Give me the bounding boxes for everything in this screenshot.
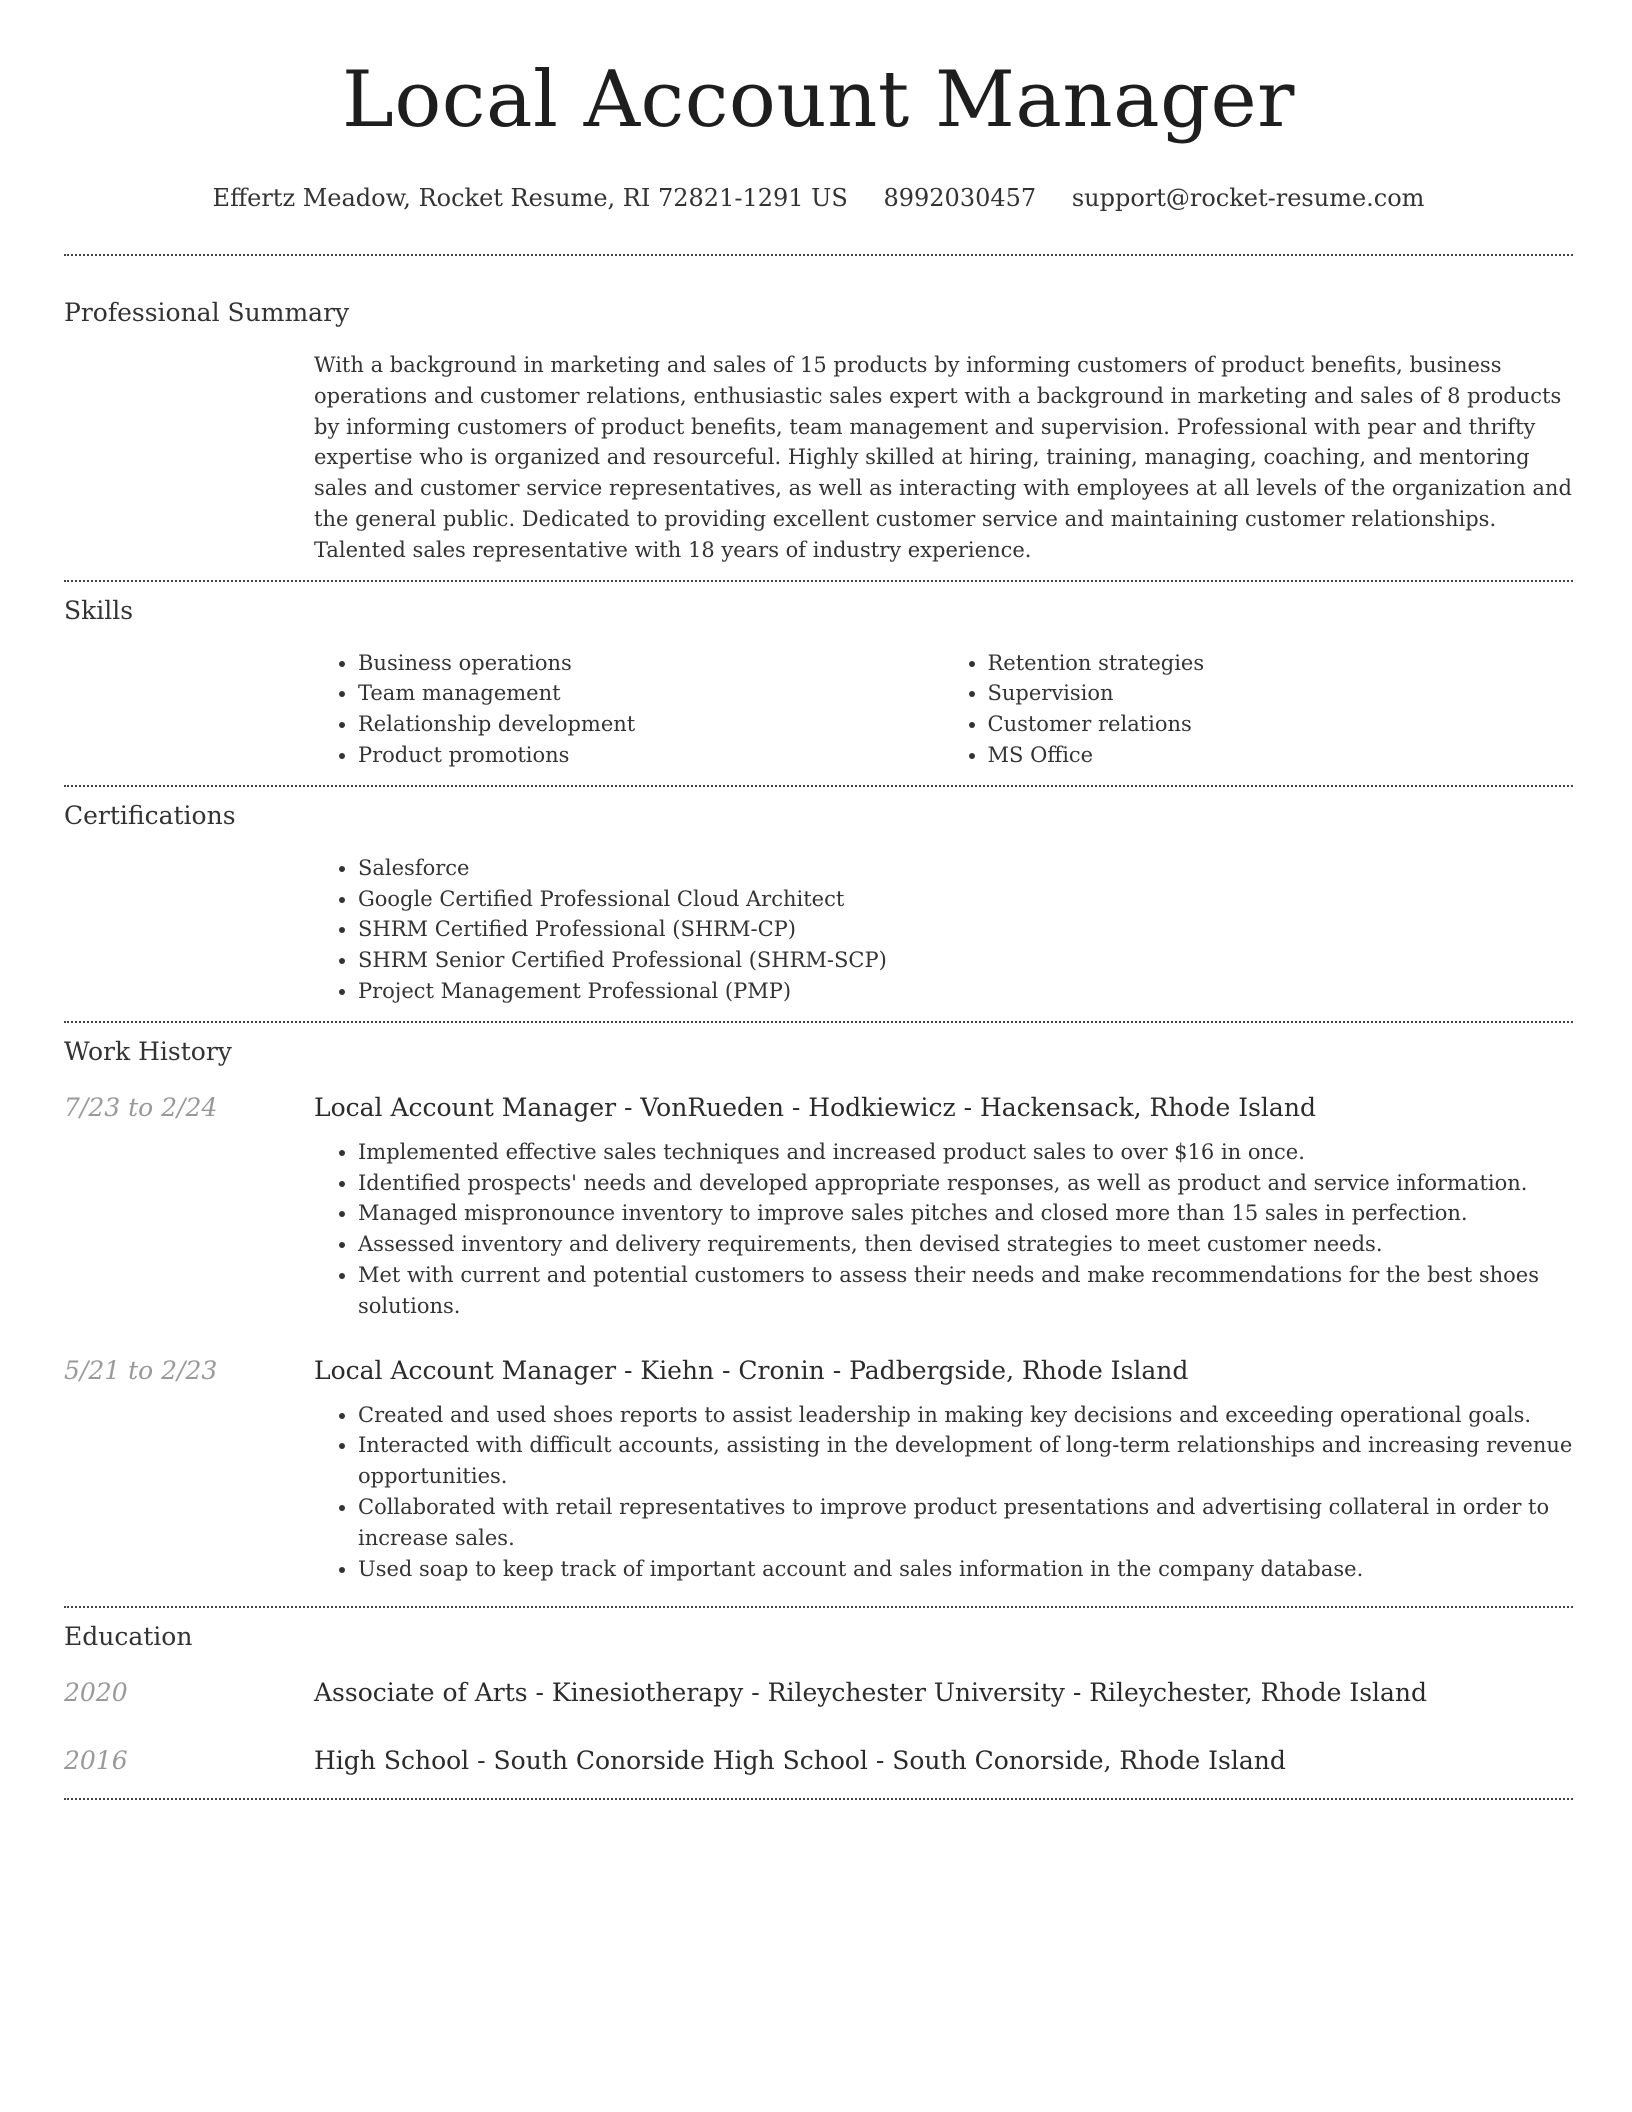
divider: [64, 1798, 1573, 1800]
education-year: 2016: [64, 1746, 128, 1776]
skills-column-left: [314, 648, 944, 771]
section-title-certifications: Certifications: [64, 800, 236, 830]
job-bullet: • Created and used shoes reports to assist leadership in making key decisions and exceeding operational goals.: [358, 1400, 1573, 1431]
address: Effertz Meadow, Rocket Resume, RI 72821-1291 US: [212, 184, 848, 212]
summary-text: With a background in marketing and sales of 15 products by informing customers of product benefits, business operations and customer relations, enthusiastic sales expert with a background in marketing and sales of 8 products by informing customers of product benefits, team management and supervision. Professional with pear and thrifty expertise who is organized and resourceful. Highly skilled at hiring, training, managing, coaching, and mentoring sales and customer service representatives, as well as interacting with employees at all levels of the organization and the general public. Dedicated to providing excellent customer service and maintaining customer relationships. Talented sales representative with 18 years of industry experience.: [314, 353, 1572, 562]
job-bullet: • Identified prospects' needs and developed appropriate responses, as well as product and service information.: [358, 1168, 1573, 1199]
certification-item: • SHRM Senior Certified Professional (SHRM-SCP): [358, 945, 1573, 976]
skills-section: [64, 594, 1573, 771]
education-entry: [64, 1676, 1573, 1710]
certifications-section: [64, 799, 1573, 1007]
education-degree: Associate of Arts - Kinesiotherapy - Rileychester University - Rileychester, Rhode Island: [314, 1678, 1428, 1708]
certification-item: • SHRM Certified Professional (SHRM-CP): [358, 914, 1573, 945]
education-entry: [64, 1744, 1573, 1778]
certification-item: • Project Management Professional (PMP): [358, 976, 1573, 1007]
work-history-section: [64, 1035, 1573, 1585]
divider: [64, 785, 1573, 787]
education-year: 2020: [64, 1678, 128, 1708]
job-bullet: • Met with current and potential customers to assess their needs and make recommendations for the best shoes solutions.: [358, 1260, 1573, 1322]
job-bullet: • Implemented effective sales techniques and increased product sales to over $16 in once.: [358, 1137, 1573, 1168]
skill-item: • Supervision: [988, 678, 1574, 709]
phone: 8992030457: [883, 184, 1037, 212]
divider: [64, 1606, 1573, 1608]
divider: [64, 254, 1573, 256]
certifications-list: [314, 853, 1573, 1007]
skill-item: • Business operations: [358, 648, 944, 679]
job-bullets: [314, 1137, 1573, 1322]
divider: [64, 1021, 1573, 1023]
section-title-skills: Skills: [64, 595, 134, 625]
skill-item: • Relationship development: [358, 709, 944, 740]
job-bullet: • Used soap to keep track of important account and sales information in the company database.: [358, 1554, 1573, 1585]
skills-column-right: [944, 648, 1574, 771]
section-title-work: Work History: [64, 1036, 232, 1066]
skill-item: • Customer relations: [988, 709, 1574, 740]
education-degree: High School - South Conorside High School - South Conorside, Rhode Island: [314, 1746, 1286, 1776]
job-dates: 7/23 to 2/24: [64, 1092, 218, 1122]
job-bullet: • Assessed inventory and delivery requirements, then devised strategies to meet customer needs.: [358, 1229, 1573, 1260]
section-title-summary: Professional Summary: [64, 298, 350, 327]
certification-item: • Salesforce: [358, 853, 1573, 884]
divider: [64, 580, 1573, 582]
job-bullets: [314, 1400, 1573, 1585]
job-title: Local Account Manager - Kiehn - Cronin - Padbergside, Rhode Island: [314, 1355, 1189, 1385]
skill-item: • MS Office: [988, 740, 1574, 771]
contact-line: [64, 182, 1573, 214]
summary-section: [64, 296, 1573, 566]
skill-item: • Team management: [358, 678, 944, 709]
resume-page: [64, 0, 1573, 1800]
skill-item: • Retention strategies: [988, 648, 1574, 679]
job-bullet: • Collaborated with retail representatives to improve product presentations and advertising collateral in order to increase sales.: [358, 1492, 1573, 1554]
skills-list: [314, 648, 1573, 771]
job-entry: [64, 1091, 1573, 1322]
job-dates: 5/21 to 2/23: [64, 1355, 218, 1385]
job-bullet: • Interacted with difficult accounts, assisting in the development of long-term relationships and increasing revenue opportunities.: [358, 1430, 1573, 1492]
summary-content: [314, 350, 1573, 566]
certification-item: • Google Certified Professional Cloud Architect: [358, 884, 1573, 915]
job-bullet: • Managed mispronounce inventory to improve sales pitches and closed more than 15 sales in perfection.: [358, 1198, 1573, 1229]
skill-item: • Product promotions: [358, 740, 944, 771]
section-title-education: Education: [64, 1622, 193, 1652]
education-section: [64, 1620, 1573, 1778]
email: support@rocket-resume.com: [1071, 184, 1425, 212]
job-entry: [64, 1354, 1573, 1585]
job-title: Local Account Manager - VonRueden - Hodkiewicz - Hackensack, Rhode Island: [314, 1092, 1316, 1122]
resume-title: Local Account Manager: [342, 55, 1295, 145]
